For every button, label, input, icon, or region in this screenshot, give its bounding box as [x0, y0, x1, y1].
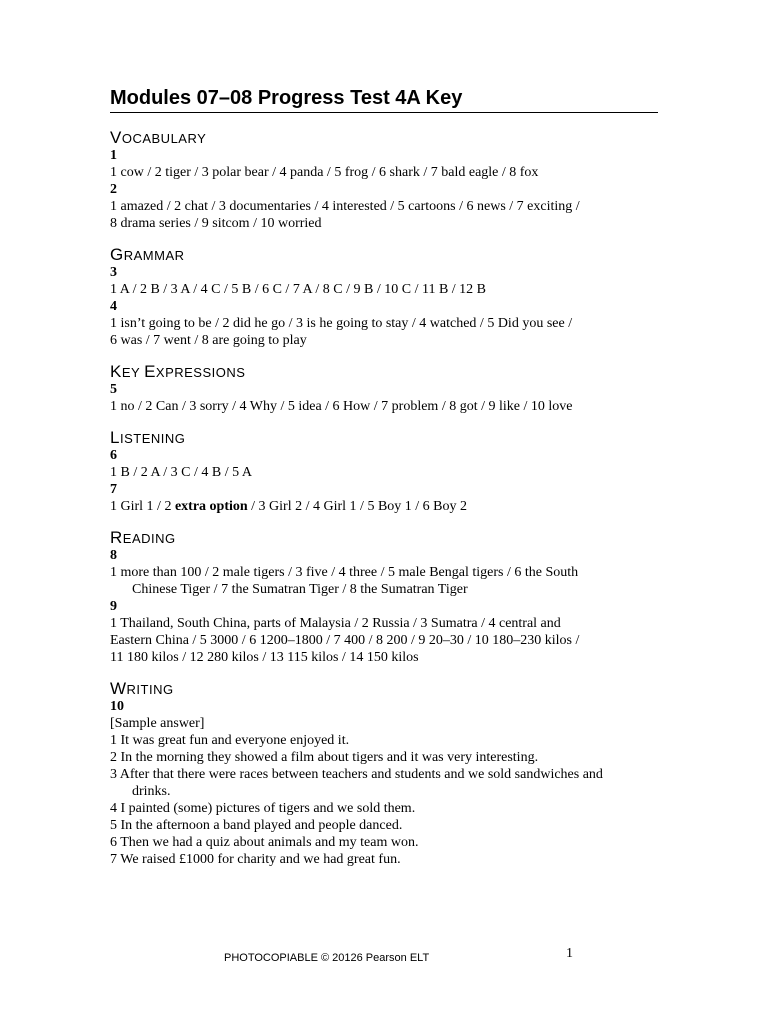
section-heading-writing: WRITING: [110, 679, 174, 698]
section-writing: [110, 680, 658, 868]
answer-line: 7 We raised £1000 for charity and we had great fun.: [110, 852, 401, 867]
answer-line: 6 Then we had a quiz about animals and my team won.: [110, 835, 419, 850]
document-title: Modules 07–08 Progress Test 4A Key: [110, 86, 658, 113]
answer-line: 1 more than 100 / 2 male tigers / 3 five / 4 three / 5 male Bengal tigers / 6 the South: [110, 565, 579, 580]
sample-answer-note: [Sample answer]: [110, 716, 205, 731]
exercise-number: 4: [110, 299, 117, 314]
exercise-number: 7: [110, 482, 117, 497]
answer-line: Eastern China / 5 3000 / 6 1200–1800 / 7 400 / 8 200 / 9 20–30 / 10 180–230 kilos /: [110, 633, 580, 648]
extra-option-label: extra option: [174, 499, 248, 514]
answer-line: 1 amazed / 2 chat / 3 documentaries / 4 interested / 5 cartoons / 6 news / 7 exciting /: [110, 199, 580, 214]
section-heading-grammar: GRAMMAR: [110, 245, 185, 264]
answer-line: 5 In the afternoon a band played and people danced.: [110, 818, 403, 833]
section-reading: [110, 529, 658, 666]
section-heading-key-expressions: KEY EXPRESSIONS: [110, 362, 246, 381]
copyright-notice: PHOTOCOPIABLE © 20126 Pearson ELT: [224, 952, 430, 964]
answer-line: 1 no / 2 Can / 3 sorry / 4 Why / 5 idea / 6 How / 7 problem / 8 got / 9 like / 10 love: [110, 399, 573, 414]
exercise-number: 9: [110, 599, 117, 614]
answer-line: 1 It was great fun and everyone enjoyed it.: [110, 733, 350, 748]
section-vocabulary: [110, 129, 658, 232]
section-listening: [110, 429, 658, 515]
answer-line: drinks.: [132, 784, 171, 799]
exercise-number: 2: [110, 182, 117, 197]
answer-key-page: [110, 86, 658, 868]
answer-line: 3 After that there were races between teachers and students and we sold sandwiches and: [110, 767, 603, 782]
answer-line: 1 B / 2 A / 3 C / 4 B / 5 A: [110, 465, 252, 480]
section-heading-listening: LISTENING: [110, 428, 186, 447]
answer-line: 8 drama series / 9 sitcom / 10 worried: [110, 216, 322, 231]
section-heading-reading: READING: [110, 528, 176, 547]
answer-line: 6 was / 7 went / 8 are going to play: [110, 333, 307, 348]
answer-line: 11 180 kilos / 12 280 kilos / 13 115 kilos / 14 150 kilos: [110, 650, 419, 665]
answer-line: 1 isn’t going to be / 2 did he go / 3 is he going to stay / 4 watched / 5 Did you see /: [110, 316, 573, 331]
exercise-number: 5: [110, 382, 117, 397]
exercise-number: 8: [110, 548, 117, 563]
exercise-number: 10: [110, 699, 124, 714]
section-heading-vocabulary: VOCABULARY: [110, 128, 207, 147]
exercise-number: 3: [110, 265, 117, 280]
answer-line: 1 A / 2 B / 3 A / 4 C / 5 B / 6 C / 7 A / 8 C / 9 B / 10 C / 11 B / 12 B: [110, 282, 487, 297]
answer-line: Chinese Tiger / 7 the Sumatran Tiger / 8 the Sumatran Tiger: [132, 582, 468, 597]
section-grammar: [110, 246, 658, 349]
page-number: 1: [566, 946, 573, 961]
answer-line: 1 Girl 1 / 2 extra option / 3 Girl 2 / 4 Girl 1 / 5 Boy 1 / 6 Boy 2: [110, 499, 468, 514]
answer-line: 4 I painted (some) pictures of tigers and we sold them.: [110, 801, 416, 816]
page-footer: [0, 946, 768, 971]
answer-line: 1 Thailand, South China, parts of Malaysia / 2 Russia / 3 Sumatra / 4 central and: [110, 616, 561, 631]
exercise-number: 6: [110, 448, 117, 463]
exercise-number: 1: [110, 148, 117, 163]
section-key-expressions: [110, 363, 658, 415]
answer-line: 2 In the morning they showed a film about tigers and it was very interesting.: [110, 750, 539, 765]
answer-line: 1 cow / 2 tiger / 3 polar bear / 4 panda / 5 frog / 6 shark / 7 bald eagle / 8 fox: [110, 165, 539, 180]
